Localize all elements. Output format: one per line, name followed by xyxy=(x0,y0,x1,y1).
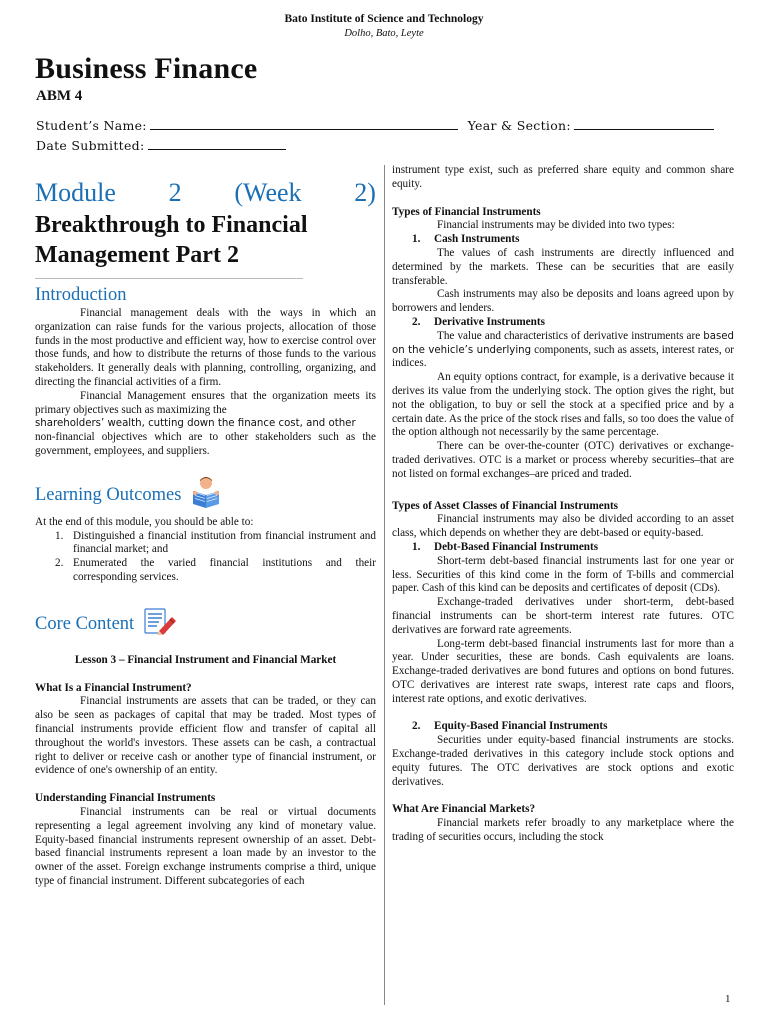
equity-heading-text: Equity-Based Financial Instruments xyxy=(434,720,608,733)
module-number: 2 xyxy=(168,178,182,207)
cash-paragraph-1: The values of cash instruments are directly influenced and determined by the markets. These can be securities that are easily transferable. xyxy=(392,246,734,287)
list-item xyxy=(55,557,376,585)
debt-paragraph-3: Long-term debt-based financial instruments last for more than a year. Under securities, these are bonds. Cash equivalents are loans. Exchange-traded derivatives are bond futures and options on bond futures. OTC derivatives are interest rate swaps, interest rate caps and floors, interest rate options, and exotic derivatives. xyxy=(392,637,734,705)
debt-paragraph-2: Exchange-traded derivatives under short-term, debt-based financial instruments can be short-term interest rate futures. OTC derivatives are forward rate agreements. xyxy=(392,596,734,636)
continued-paragraph: instrument type exist, such as preferred share equity and common share equity. xyxy=(392,164,734,190)
title-rule xyxy=(35,278,303,279)
derivative-instruments-heading xyxy=(392,316,734,330)
list-item-text: Enumerated the varied financial institutions and their corresponding services. xyxy=(73,557,376,583)
derivative-number: 2. xyxy=(412,315,421,328)
cash-number: 1. xyxy=(412,233,421,246)
types-heading: Types of Financial Instruments xyxy=(392,205,541,218)
q2-heading: Understanding Financial Instruments xyxy=(35,792,216,805)
derivative-heading-text: Derivative Instruments xyxy=(434,315,545,328)
left-column xyxy=(35,178,376,889)
list-item-number: 2. xyxy=(55,557,64,570)
introduction-heading-text: Introduction xyxy=(35,285,127,305)
q1-paragraph: Financial instruments are assets that can be traded, or they can also be seen as packages of capital that may be traded. Most types of financial instruments provide efficient flow and transfer of capital all throughout the world's investors. These assets can be cash, a contractual right to deliver or receive cash or another type of financial instrument, or evidence of one's ownership of an entity. xyxy=(35,695,376,777)
document-pen-icon xyxy=(142,607,178,642)
learning-outcomes-heading xyxy=(35,475,376,516)
outcomes-list xyxy=(35,530,376,585)
right-column xyxy=(392,164,734,845)
intro-paragraph-2a xyxy=(35,390,376,418)
core-content-heading-text: Core Content xyxy=(35,614,135,635)
intro-p2a: Financial Management ensures that the organization meets its primary objectives such as maximizing the xyxy=(35,389,376,416)
equity-paragraph: Securities under equity-based financial instruments are stocks. Exchange-traded derivatives in this category include stock options and equity futures. The OTC derivatives are stock options and exotic derivatives. xyxy=(392,734,734,788)
list-item xyxy=(55,530,376,558)
year-section-field[interactable] xyxy=(574,119,714,130)
derivative-paragraph-1 xyxy=(392,330,734,371)
derivative-paragraph-3: There can be over-the-counter (OTC) derivatives or exchange-traded derivatives. OTC is a market or process whereby securities–that are not listed on formal exchanges–are priced and traded. xyxy=(392,440,734,480)
debt-heading-text: Debt-Based Financial Instruments xyxy=(434,540,599,553)
debt-number: 1. xyxy=(412,540,421,553)
module-heading xyxy=(35,178,376,208)
module-week-number: 2) xyxy=(354,178,376,207)
asset-classes-paragraph: Financial instruments may also be divided according to an asset class, which depends on whether they are debt-based or equity-based. xyxy=(392,513,734,540)
deriv-p1c: components, such as assets, interest rates, or indices. xyxy=(392,343,735,370)
cash-instruments-heading xyxy=(392,233,734,247)
student-info-row xyxy=(36,118,714,134)
year-section-label: Year & Section: xyxy=(467,118,571,133)
debt-based-heading xyxy=(392,541,734,555)
outcomes-lead: At the end of this module, you should be able to: xyxy=(35,515,254,528)
institution-address: Dolho, Bato, Leyte xyxy=(344,28,424,39)
derivative-paragraph-2: An equity options contract, for example, is a derivative because it derives its value from the underlying stock. The option gives the right, but not the obligation, to buy or sell the stock at a specified price and by a certain date. As the price of the stock rises and falls, so too does the value of the option although not necessarily by the same percentage. xyxy=(392,371,734,439)
column-divider xyxy=(384,165,385,1005)
cash-paragraph-2: Cash instruments may also be deposits and loans agreed upon by borrowers and lenders. xyxy=(392,288,734,315)
student-name-field[interactable] xyxy=(150,119,458,130)
intro-paragraph-2b: shareholders’ wealth, cutting down the finance cost, and other xyxy=(35,418,356,430)
module-week: (Week xyxy=(234,178,302,207)
lesson-title: Lesson 3 – Financial Instrument and Financial Market xyxy=(74,653,337,666)
date-submitted-field[interactable] xyxy=(148,139,286,150)
deriv-p1a: The value and characteristics of derivative instruments are xyxy=(437,329,701,342)
types-lead: Financial instruments may be divided into two types: xyxy=(437,219,675,232)
asset-classes-heading: Types of Asset Classes of Financial Instruments xyxy=(392,499,619,512)
date-submitted-label: Date Submitted: xyxy=(36,138,145,153)
intro-paragraph-2c: non-financial objectives which are to other stakeholders such as the government, employees, and suppliers. xyxy=(35,431,376,457)
date-submitted-row xyxy=(36,138,286,154)
module-title-line-2: Management Part 2 xyxy=(35,242,239,268)
page-number: 1 xyxy=(725,993,731,1005)
financial-markets-heading: What Are Financial Markets? xyxy=(392,803,536,816)
module-word: Module xyxy=(35,178,116,207)
cash-heading-text: Cash Instruments xyxy=(434,233,520,246)
list-item-text: Distinguished a financial institution from financial instrument and financial market; and xyxy=(73,529,376,556)
document-subtitle: ABM 4 xyxy=(36,88,83,104)
equity-number: 2. xyxy=(412,720,421,733)
module-title xyxy=(35,210,376,270)
financial-markets-paragraph: Financial markets refer broadly to any marketplace where the trading of securities occurs, including the stock xyxy=(392,817,734,844)
reading-person-icon xyxy=(189,475,223,516)
intro-paragraph-1: Financial management deals with the ways in which an organization can raise funds for the various projects, allocation of those funds in the most productive and efficient way, how to exercise control over those funds, and how to distribute the returns of those funds to the various stakeholders. It generally deals with planning, controlling, organizing, and directing the financial activities of a firm. xyxy=(35,307,376,388)
student-name-label: Student’s Name: xyxy=(36,118,147,133)
introduction-heading xyxy=(35,283,376,307)
learning-outcomes-heading-text: Learning Outcomes xyxy=(35,485,182,506)
list-item-number: 1. xyxy=(55,529,64,542)
institution-name: Bato Institute of Science and Technology xyxy=(284,13,484,25)
core-content-heading xyxy=(35,607,376,642)
q2-paragraph: Financial instruments can be real or virtual documents representing a legal agreement involving any kind of monetary value. Equity-based financial instruments represent ownership of an asset. Debt-based financial instruments represent a loan made by an investor to the owner of the asset. Foreign exchange instruments comprise a third, unique type of financial instrument. Different subcategories of each xyxy=(35,805,376,887)
debt-paragraph-1: Short-term debt-based financial instruments last for one year or less. Securities of this kind come in the form of T-bills and commercial paper. Cash of this kind can be deposits and certificates of deposit (CDs). xyxy=(392,554,734,595)
q1-heading: What Is a Financial Instrument? xyxy=(35,681,192,694)
document-title: Business Finance xyxy=(35,52,258,85)
deriv-p1b: based on the vehicle’s underlying xyxy=(392,330,734,356)
equity-based-heading xyxy=(392,720,734,734)
module-title-line-1: Breakthrough to Financial xyxy=(35,212,308,238)
